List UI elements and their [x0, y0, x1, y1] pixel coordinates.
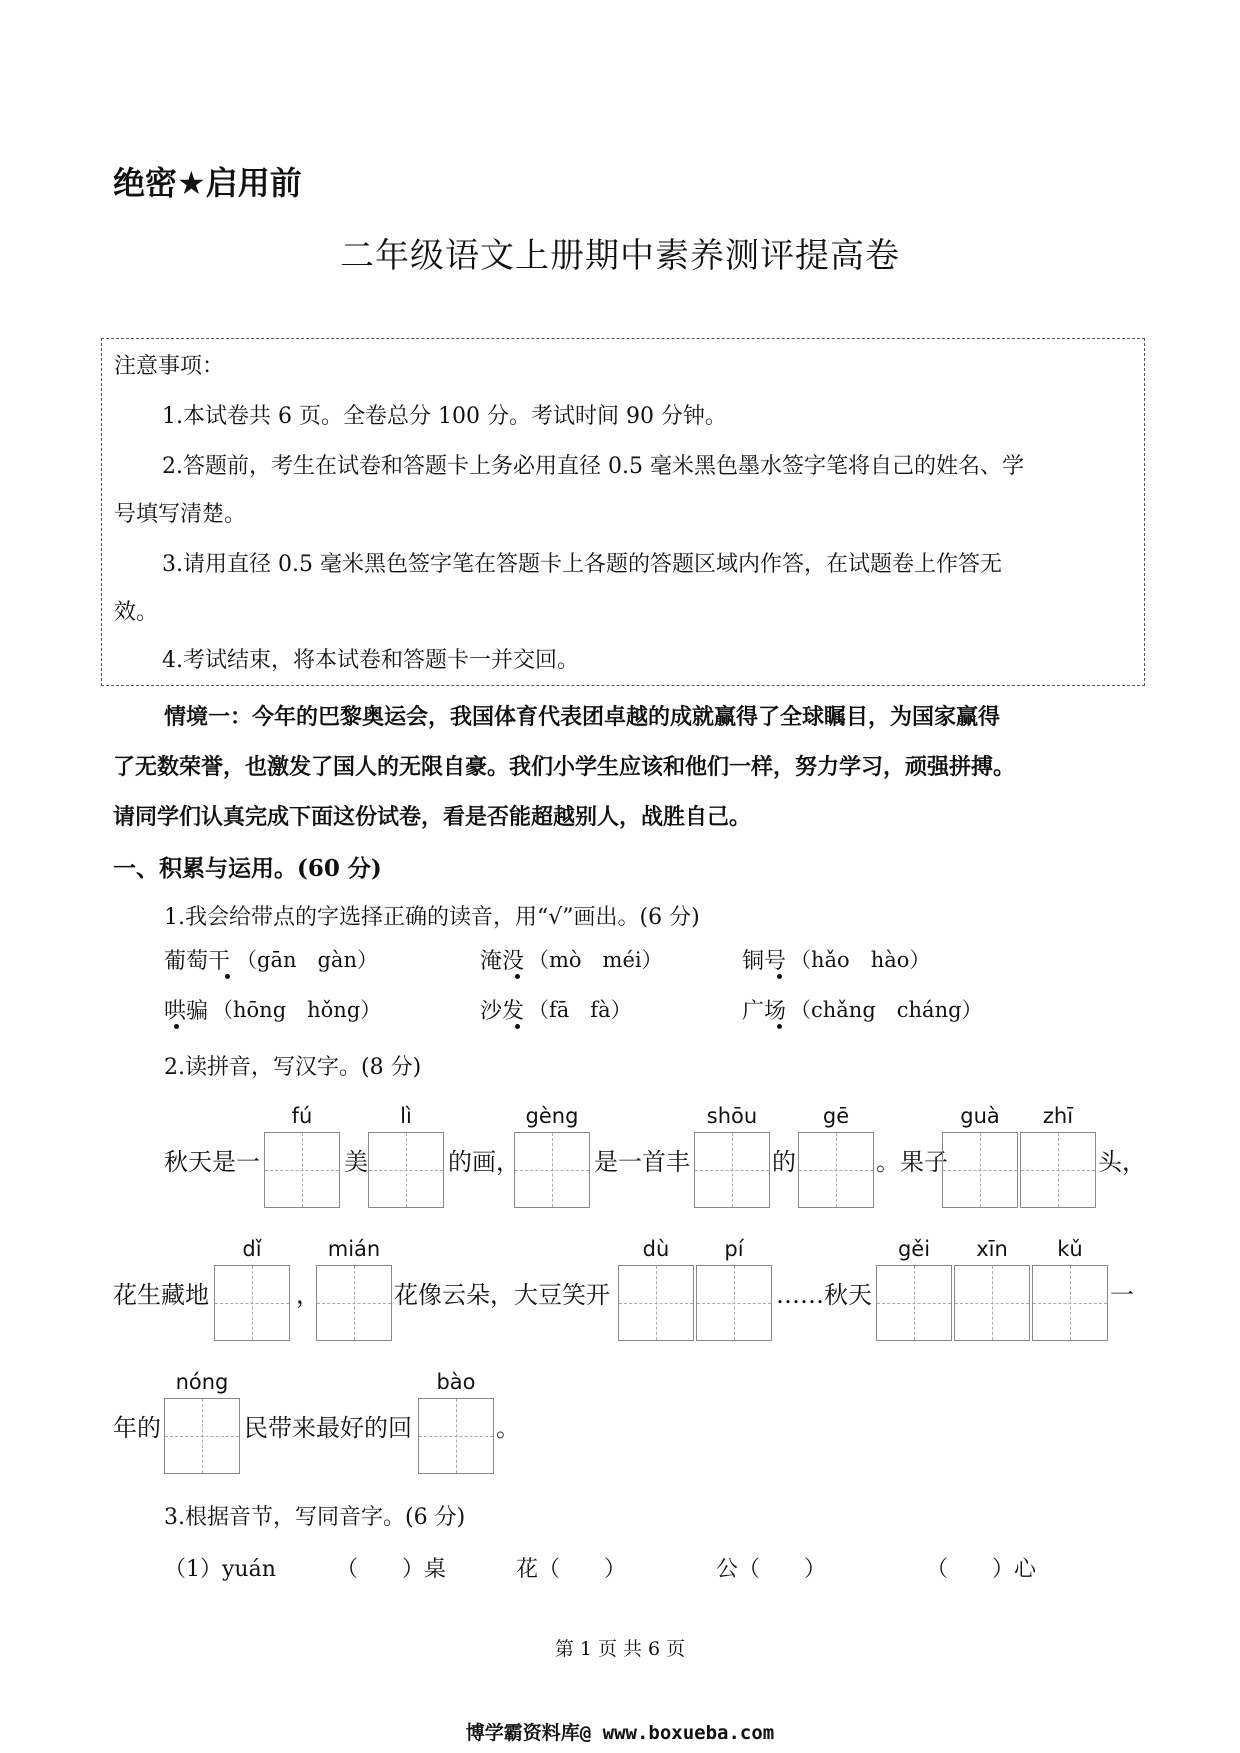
emphasis-dot — [225, 974, 230, 979]
pinyin-label: pí — [724, 1237, 744, 1261]
context-line: 情境一：今年的巴黎奥运会，我国体育代表团卓越的成就赢得了全球瞩目，为国家赢得 — [164, 704, 1001, 730]
notice-item: 3.请用直径 0.5 毫米黑色签字笔在答题卡上各题的答题区域内作答，在试题卷上作答无 — [162, 552, 1002, 577]
pinyin-label: dù — [642, 1237, 670, 1261]
page-number: 第 1 页 共 6 页 — [554, 1638, 686, 1660]
q1-options: （hǎo hào） — [790, 948, 931, 972]
emphasis-dot — [174, 1024, 179, 1029]
q1-options: （hōng hǒng） — [212, 998, 382, 1022]
writing-box[interactable] — [694, 1132, 770, 1208]
writing-box[interactable] — [418, 1398, 494, 1474]
passage-text: 美 — [344, 1148, 368, 1176]
writing-box[interactable] — [264, 1132, 340, 1208]
q3-blank[interactable]: 公（ ） — [716, 1557, 827, 1582]
notice-item: 效。 — [114, 600, 159, 625]
q3-blank[interactable]: 花（ ） — [516, 1557, 627, 1582]
writing-box[interactable] — [942, 1132, 1018, 1208]
passage-text: 的 — [772, 1148, 796, 1176]
q1-word: 淹没 — [480, 949, 525, 974]
notice-item: 2.答题前，考生在试卷和答题卡上务必用直径 0.5 毫米黑色墨水签字笔将自己的姓名、学 — [162, 454, 1024, 479]
pinyin-label: nóng — [175, 1370, 229, 1394]
question-stem: 2.读拼音，写汉字。(8 分) — [164, 1055, 422, 1080]
emphasis-dot — [515, 974, 520, 979]
emphasis-dot — [515, 1024, 520, 1029]
emphasis-dot — [777, 974, 782, 979]
confidential-label: 绝密★启用前 — [113, 164, 302, 202]
footer-source: 博学霸资料库@ www.boxueba.com — [465, 1722, 775, 1744]
passage-text: 。 — [496, 1414, 520, 1442]
q1-word: 铜号 — [742, 949, 787, 974]
passage-text: ……秋天 — [776, 1281, 872, 1309]
context-line: 了无数荣誉，也激发了国人的无限自豪。我们小学生应该和他们一样，努力学习，顽强拼搏。 — [113, 754, 1016, 780]
writing-box[interactable] — [1020, 1132, 1096, 1208]
page-title: 二年级语文上册期中素养测评提高卷 — [340, 236, 900, 276]
pinyin-label: zhī — [1042, 1104, 1074, 1128]
pinyin-label: lì — [400, 1104, 412, 1128]
writing-box[interactable] — [1032, 1265, 1108, 1341]
notice-item: 1.本试卷共 6 页。全卷总分 100 分。考试时间 90 分钟。 — [162, 404, 727, 429]
pinyin-label: bào — [436, 1370, 476, 1394]
writing-box[interactable] — [618, 1265, 694, 1341]
writing-box[interactable] — [164, 1398, 240, 1474]
section-title: 一、积累与运用。(60 分) — [113, 855, 382, 882]
notice-item: 4.考试结束，将本试卷和答题卡一并交回。 — [162, 648, 579, 673]
pinyin-label: fú — [291, 1104, 313, 1128]
passage-text: 是一首丰 — [594, 1148, 690, 1176]
writing-box[interactable] — [514, 1132, 590, 1208]
passage-text: 的画， — [448, 1148, 520, 1176]
passage-text: 花像云朵，大豆笑开 — [394, 1281, 610, 1309]
passage-text: 年的 — [113, 1414, 161, 1442]
pinyin-label: gěi — [897, 1237, 931, 1261]
writing-box[interactable] — [316, 1265, 392, 1341]
pinyin-label: gèng — [525, 1104, 579, 1128]
passage-text: ， — [296, 1281, 320, 1309]
q1-options: （fā fà） — [528, 998, 632, 1022]
writing-box[interactable] — [954, 1265, 1030, 1341]
pinyin-label: mián — [327, 1237, 381, 1261]
writing-box[interactable] — [876, 1265, 952, 1341]
passage-text: 民带来最好的回 — [244, 1414, 412, 1442]
q1-word: 广场 — [742, 999, 787, 1024]
q3-blank[interactable]: （ ）心 — [926, 1557, 1037, 1582]
passage-text: 秋天是一 — [164, 1148, 260, 1176]
writing-box[interactable] — [214, 1265, 290, 1341]
pinyin-label: gē — [822, 1104, 850, 1128]
q1-word: 哄骗 — [164, 999, 209, 1024]
q3-label: （1）yuán — [164, 1557, 276, 1582]
pinyin-label: guà — [960, 1104, 1000, 1128]
notice-item: 号填写清楚。 — [114, 502, 247, 527]
q1-word: 葡萄干 — [164, 949, 231, 974]
q1-options: （mò méi） — [528, 948, 663, 972]
notice-box — [101, 338, 1145, 686]
passage-text: 花生藏地 — [113, 1281, 209, 1309]
writing-box[interactable] — [798, 1132, 874, 1208]
writing-box[interactable] — [696, 1265, 772, 1341]
q1-word: 沙发 — [480, 999, 525, 1024]
pinyin-label: shōu — [706, 1104, 758, 1128]
passage-text: 一 — [1110, 1281, 1134, 1309]
question-stem: 1.我会给带点的字选择正确的读音，用“√”画出。(6 分) — [164, 905, 700, 930]
pinyin-label: kǔ — [1057, 1237, 1083, 1261]
question-stem: 3.根据音节，写同音字。(6 分) — [164, 1505, 466, 1530]
writing-box[interactable] — [368, 1132, 444, 1208]
context-line: 请同学们认真完成下面这份试卷，看是否能超越别人，战胜自己。 — [113, 804, 752, 830]
notice-heading: 注意事项： — [114, 354, 225, 379]
q3-blank[interactable]: （ ）桌 — [336, 1557, 447, 1582]
q1-options: （chǎng cháng） — [790, 998, 983, 1022]
pinyin-label: xīn — [976, 1237, 1008, 1261]
pinyin-label: dǐ — [242, 1237, 262, 1261]
passage-text: 。果子 — [876, 1148, 948, 1176]
q1-options: （gān gàn） — [236, 948, 378, 972]
emphasis-dot — [777, 1024, 782, 1029]
passage-text: 头， — [1098, 1148, 1146, 1176]
